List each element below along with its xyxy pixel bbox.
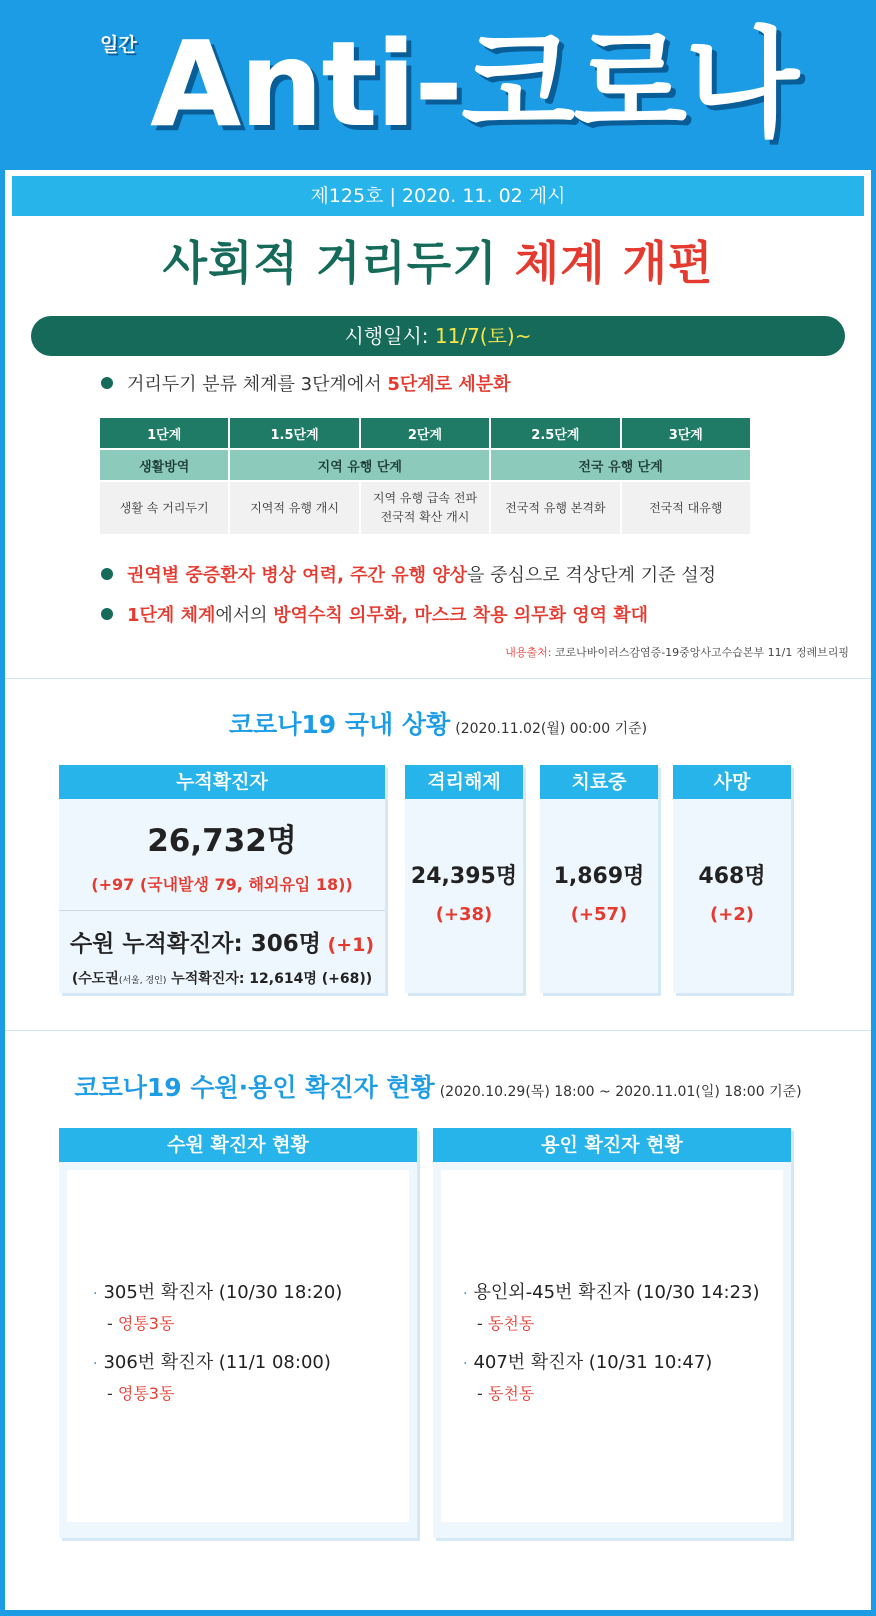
stage-group: 전국 유행 단계 (491, 450, 750, 480)
cumulative-value: 26,732명 (147, 823, 297, 859)
released-value: 24,395명 (410, 864, 518, 889)
local-sub: (2020.10.29(목) 18:00 ~ 2020.11.01(일) 18:00 기준) (439, 1084, 802, 1100)
cumulative-delta: (+97 (국내발생 79, 해외유입 18)) (91, 875, 353, 894)
suwon-cumulative-value: 306명 (250, 931, 321, 957)
stage-level: 3단계 (622, 418, 750, 448)
stage-desc (361, 482, 489, 534)
stage-desc-line: 전국적 확산 개시 (380, 510, 470, 524)
bullet-highlight: 5단계로 세분화 (387, 374, 511, 395)
stage-level: 1.5단계 (230, 418, 358, 448)
bullet-dot-icon (101, 568, 113, 580)
stage-desc-line: 지역 유행 급속 전파 (372, 491, 478, 505)
case-title: 407번 확진자 (10/31 10:47) (473, 1352, 713, 1373)
case-location-row (107, 1311, 174, 1334)
dash-icon: - (107, 1314, 118, 1333)
deaths-delta: (+2) (709, 904, 755, 925)
treating-value: 1,869명 (553, 864, 645, 889)
effective-label: 시행일시: (344, 324, 435, 348)
suwon-cases-panel (67, 1170, 409, 1522)
deaths-box (673, 765, 791, 993)
case-title: 305번 확진자 (10/30 18:20) (103, 1282, 343, 1303)
stage-desc: 전국적 유행 본격화 (491, 482, 619, 534)
bullet-dot-icon: · (93, 1286, 98, 1302)
bullet-dot-icon: · (93, 1356, 98, 1372)
cumulative-box (59, 765, 385, 993)
treating-box (540, 765, 658, 993)
yongin-cases-panel (441, 1170, 783, 1522)
bullet-dot-icon (101, 377, 113, 389)
yongin-cases-box (433, 1128, 791, 1538)
stage-desc: 지역적 유행 개시 (230, 482, 358, 534)
case-location: 영통3동 (117, 1314, 175, 1333)
case-location: 영통3동 (117, 1384, 175, 1403)
dash-icon: - (477, 1314, 488, 1333)
domestic-sub: (2020.11.02(월) 00:00 기준) (455, 721, 648, 737)
case-location-row (477, 1381, 534, 1404)
local-section-title (5, 1068, 871, 1104)
stage-level: 1단계 (100, 418, 228, 448)
bullet-highlight: 권역별 중증환자 병상 여력, 주간 유행 양상 (127, 565, 468, 586)
content-sheet (5, 170, 871, 1610)
effective-date: 11/7(토)~ (434, 324, 532, 348)
stage-desc: 전국적 대유행 (622, 482, 750, 534)
case-location: 동천동 (487, 1384, 535, 1403)
case-title: 용인외-45번 확진자 (10/30 14:23) (473, 1282, 760, 1303)
bullet-stage-count (101, 370, 511, 396)
bullet-dot-icon: · (463, 1356, 468, 1372)
suwon-cases-label: 수원 확진자 현황 (59, 1128, 417, 1162)
bullet-highlight: 방역수칙 의무화, 마스크 착용 의무화 영역 확대 (273, 605, 649, 626)
suwon-cumulative-delta: (+1) (320, 934, 375, 956)
suwon-cumulative (59, 925, 385, 958)
dash-icon: - (477, 1384, 488, 1403)
case-entry (93, 1348, 331, 1374)
headline-part1: 사회적 거리두기 (162, 236, 515, 290)
domestic-section-title (5, 705, 871, 741)
stage-group: 생활방역 (100, 450, 228, 480)
treating-label: 치료중 (540, 765, 658, 799)
stage-level: 2.5단계 (491, 418, 619, 448)
case-location-row (107, 1381, 174, 1404)
bullet-text: 거리두기 분류 체계를 3단계에서 (127, 374, 388, 395)
source-label: 내용출처: (505, 646, 552, 659)
treating-delta: (+57) (570, 904, 628, 925)
issue-bar: 제125호 | 2020. 11. 02 게시 (12, 176, 864, 216)
headline-part2: 체계 개편 (514, 236, 714, 290)
capital-prefix: (수도권 (71, 971, 119, 987)
capital-suffix: 누적확진자: 12,614명 (+68)) (166, 971, 373, 987)
yongin-cases-label: 용인 확진자 현황 (433, 1128, 791, 1162)
bullet-dot-icon: · (463, 1286, 468, 1302)
stage-table (98, 416, 752, 536)
released-box (405, 765, 523, 993)
capital-cumulative (59, 968, 385, 988)
box-divider (59, 910, 385, 911)
logo-title: Anti-코로나 (150, 15, 798, 153)
case-entry (463, 1278, 760, 1304)
bullet-level1 (101, 601, 648, 627)
case-entry (463, 1348, 712, 1374)
suwon-cumulative-label: 수원 누적확진자: (69, 931, 251, 957)
bullet-criteria (101, 561, 716, 587)
capital-region: (서울, 경인) (118, 976, 167, 986)
deaths-value: 468명 (698, 864, 766, 889)
divider (5, 1030, 871, 1031)
case-entry (93, 1278, 342, 1304)
local-title: 코로나19 수원·용인 확진자 현황 (74, 1073, 435, 1102)
stage-level: 2단계 (361, 418, 489, 448)
released-label: 격리해제 (405, 765, 523, 799)
headline (5, 232, 871, 294)
divider (5, 678, 871, 679)
bullet-text: 에서의 (215, 605, 274, 626)
bullet-text: 을 중심으로 격상단계 기준 설정 (467, 565, 716, 586)
case-location: 동천동 (487, 1314, 535, 1333)
case-title: 306번 확진자 (11/1 08:00) (103, 1352, 331, 1373)
bullet-highlight: 1단계 체계 (127, 605, 216, 626)
source-text: 코로나바이러스감염증-19중앙사고수습본부 11/1 정례브리핑 (551, 646, 849, 659)
domestic-title: 코로나19 국내 상황 (228, 710, 451, 739)
header (0, 0, 876, 170)
source-note (505, 644, 849, 660)
effective-date-pill (31, 316, 845, 356)
case-location-row (477, 1311, 534, 1334)
cumulative-label: 누적확진자 (59, 765, 385, 799)
stage-desc: 생활 속 거리두기 (100, 482, 228, 534)
deaths-label: 사망 (673, 765, 791, 799)
released-delta: (+38) (435, 904, 493, 925)
suwon-cases-box (59, 1128, 417, 1538)
daily-label: 일간 (100, 34, 137, 56)
bullet-dot-icon (101, 608, 113, 620)
dash-icon: - (107, 1384, 118, 1403)
stage-group: 지역 유행 단계 (230, 450, 489, 480)
